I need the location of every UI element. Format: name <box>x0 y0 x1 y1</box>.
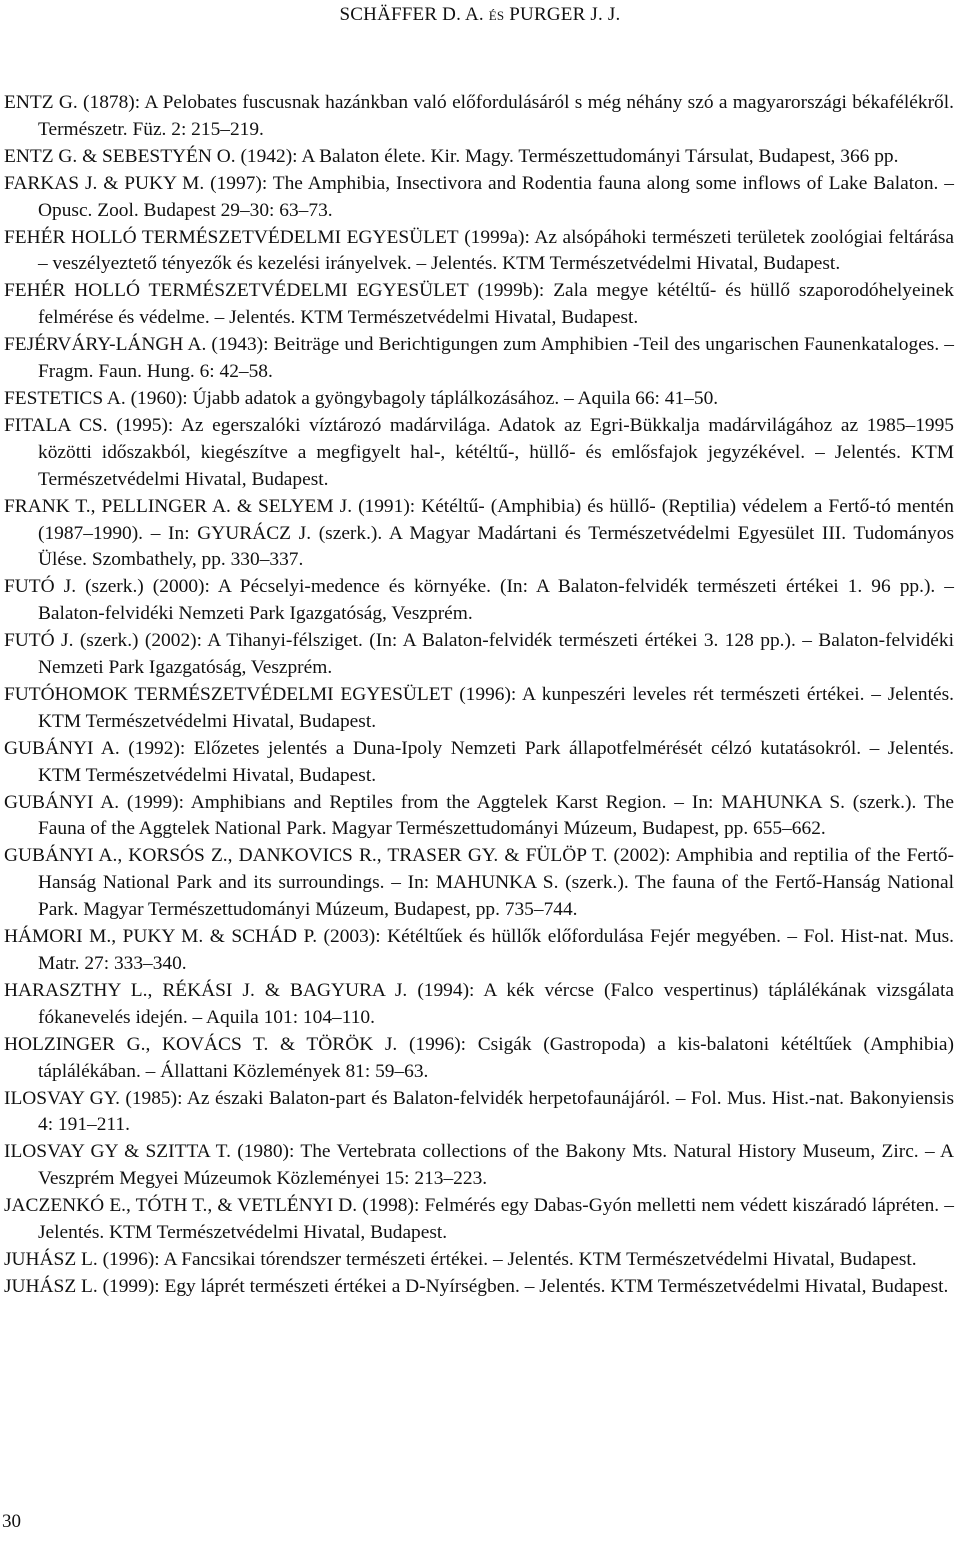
reference-entry <box>4 225 954 279</box>
reference-text: (1996): Csigák (Gastropoda) a kis-balatoni kétéltűek (Amphibia) táplálékában. – Állattani Közlemények 81: 59–63. <box>38 1033 954 1082</box>
reference-text: (1992): Előzetes jelentés a Duna-Ipoly Nemzeti Park állapotfelmérését célzó kutatásokról. – Jelentés. KTM Természetvédelmi Hivatal, Budapest. <box>38 737 954 786</box>
reference-text: (1942): A Balaton élete. Kir. Magy. Természettudományi Társulat, Budapest, 366 pp. <box>235 145 899 167</box>
reference-authors: GUBÁNYI A. <box>4 791 120 813</box>
reference-authors: FRANK T., PELLINGER A. & SELYEM J. <box>4 495 353 517</box>
reference-text: (1996): A Fancsikai tórendszer természeti értékei. – Jelentés. KTM Természetvédelmi Hivatal, Budapest. <box>97 1248 917 1270</box>
reference-text: (szerk.) (2000): A Pécselyi-medence és környéke. (In: A Balaton-felvidék természeti értékei 1. 96 pp.). – Balaton-felvidéki Nemzeti Park Igazgatóság, Veszprém. <box>38 576 954 625</box>
reference-entry <box>4 90 954 144</box>
reference-authors: JACZENKÓ E., TÓTH T., & VETLÉNYI D. <box>4 1195 358 1217</box>
reference-entry <box>4 171 954 225</box>
reference-entry <box>4 1193 954 1247</box>
reference-entry <box>4 574 954 628</box>
reference-authors: HARASZTHY L., RÉKÁSI J. & BAGYURA J. <box>4 979 408 1001</box>
reference-authors: ENTZ G. <box>4 92 78 113</box>
reference-entry <box>4 790 954 844</box>
reference-entry <box>4 736 954 790</box>
reference-authors: FEJÉRVÁRY-LÁNGH A. <box>4 334 207 356</box>
reference-authors: JUHÁSZ L. <box>4 1275 98 1297</box>
reference-authors: FESTETICS A. <box>4 387 126 409</box>
reference-authors: FEHÉR HOLLÓ TERMÉSZETVÉDELMI EGYESÜLET <box>4 226 459 248</box>
reference-list <box>4 90 954 1301</box>
running-head: SCHÄFFER D. A. és PURGER J. J. <box>339 4 621 25</box>
reference-entry <box>4 494 954 575</box>
reference-entry <box>4 332 954 386</box>
reference-text: (1996): A kunpeszéri leveles rét természeti értékei. – Jelentés. KTM Természetvédelmi Hivatal, Budapest. <box>38 683 954 732</box>
reference-entry <box>4 1274 954 1301</box>
reference-entry <box>4 628 954 682</box>
reference-text: (1999a): Az alsópáhoki természeti területek zoológiai feltárása – veszélyeztető tényezők és kezelési irányelvek. – Jelentés. KTM Természetvédelmi Hivatal, Budapest. <box>38 226 954 275</box>
reference-entry <box>4 1247 954 1274</box>
reference-entry <box>4 682 954 736</box>
reference-authors: ILOSVAY GY. <box>4 1087 120 1109</box>
reference-entry <box>4 1086 954 1140</box>
reference-authors: JUHÁSZ L. <box>4 1248 98 1270</box>
reference-text: (1878): A Pelobates fuscusnak hazánkban való előfordulásáról s még néhány szó a magyarországi békafélékről. Természetr. Füz. 2: 215–219. <box>38 92 954 140</box>
reference-text: (1999): Egy láprét természeti értékei a D-Nyírségben. – Jelentés. KTM Természetvédelmi Hivatal, Budapest. <box>97 1275 949 1297</box>
reference-text: (1998): Felmérés egy Dabas-Gyón melletti nem védett kiszáradó lápréten. – Jelentés. KTM Természetvédelmi Hivatal, Budapest. <box>38 1195 954 1244</box>
reference-text: (1991): Kétéltű- (Amphibia) és hüllő- (Reptilia) védelem a Fertő-tó mentén (1987–1990). – In: GYURÁCZ J. (szerk.). A Magyar Madártani és Természetvédelmi Egyesület III. Tudományos Ülése. Szombathely, pp. 330–337. <box>38 495 954 571</box>
reference-authors: ILOSVAY GY & SZITTA T. <box>4 1141 231 1163</box>
reference-authors: FUTÓHOMOK TERMÉSZETVÉDELMI EGYESÜLET <box>4 683 453 705</box>
reference-authors: FITALA CS. <box>4 414 108 436</box>
reference-text: (1999b): Zala megye kétéltű- és hüllő szaporodóhelyeinek felmérése és védelme. – Jelentés. KTM Természetvédelmi Hivatal, Budapest. <box>38 280 954 329</box>
reference-entry <box>4 1139 954 1193</box>
reference-entry <box>4 144 954 171</box>
reference-authors: FUTÓ J. <box>4 630 74 652</box>
reference-text: (2003): Kétéltűek és hüllők előfordulása Fejér megyében. – Fol. Hist-nat. Mus. Matr. 27: 333–340. <box>38 926 954 974</box>
reference-entry <box>4 978 954 1032</box>
reference-entry <box>4 1032 954 1086</box>
reference-text: (1994): A kék vércse (Falco vespertinus) táplálékának vizsgálata fókanevelés idején. – Aquila 101: 104–110. <box>38 979 954 1028</box>
reference-entry <box>4 413 954 494</box>
reference-authors: ENTZ G. & SEBESTYÉN O. <box>4 145 236 167</box>
reference-text: (szerk.) (2002): A Tihanyi-félsziget. (In: A Balaton-felvidék természeti értékei 3. 128 pp.). – Balaton-felvidéki Nemzeti Park Igazgatóság, Veszprém. <box>38 630 954 679</box>
reference-authors: FUTÓ J. <box>4 576 77 598</box>
reference-text: (1985): Az északi Balaton-part és Balaton-felvidék herpetofaunájáról. – Fol. Mus. Hist.-nat. Bakonyiensis 4: 191–211. <box>38 1087 954 1136</box>
reference-text: (1997): The Amphibia, Insectivora and Rodentia fauna along some inflows of Lake Balaton. – Opusc. Zool. Budapest 29–30: 63–73. <box>38 172 954 221</box>
reference-text: (1960): Újabb adatok a gyöngybagoly táplálkozásához. – Aquila 66: 41–50. <box>125 387 719 409</box>
reference-text: (1980): The Vertebrata collections of the Bakony Mts. Natural History Museum, Zirc. – A Veszprém Megyei Múzeumok Közleményei 15: 213–223. <box>38 1141 954 1190</box>
reference-text: (1943): Beiträge und Berichtigungen zum Amphibien -Teil des ungarischen Faunenkataloges. – Fragm. Faun. Hung. 6: 42–58. <box>38 334 954 383</box>
reference-authors: GUBÁNYI A. <box>4 737 120 759</box>
reference-authors: HÁMORI M., PUKY M. & SCHÁD P. <box>4 926 318 948</box>
page-number: 30 <box>2 1511 21 1532</box>
reference-text: (1995): Az egerszalóki víztározó madárvilága. Adatok az Egri-Bükkalja madárvilágához az 1985–1995 közötti időszakból, kiegészítve a megfigyelt hal-, kétéltű-, hüllő- és emlősfajok jegyzékével. – Jelentés. KTM Természetvédelmi Hivatal, Budapest. <box>38 414 954 490</box>
reference-entry <box>4 278 954 332</box>
reference-text: (2002): Amphibia and reptilia of the Fertő-Hanság National Park and its surroundings. – In: MAHUNKA S. (szerk.). The fauna of the Fertő-Hanság National Park. Magyar Természettudományi Múzeum, Budapest, pp. 735–744. <box>38 845 954 921</box>
reference-entry <box>4 924 954 978</box>
reference-authors: GUBÁNYI A., KORSÓS Z., DANKOVICS R., TRASER GY. & FÜLÖP T. <box>4 845 608 867</box>
reference-authors: FEHÉR HOLLÓ TERMÉSZETVÉDELMI EGYESÜLET <box>4 280 469 302</box>
reference-authors: HOLZINGER G., KOVÁCS T. & TÖRÖK J. <box>4 1033 398 1055</box>
reference-authors: FARKAS J. & PUKY M. <box>4 172 205 194</box>
reference-text: (1999): Amphibians and Reptiles from the Aggtelek Karst Region. – In: MAHUNKA S. (szerk.). The Fauna of the Aggtelek National Park. Magyar Természettudományi Múzeum, Budapest, pp. 655–662. <box>38 791 954 840</box>
reference-entry <box>4 843 954 924</box>
reference-entry <box>4 386 954 413</box>
